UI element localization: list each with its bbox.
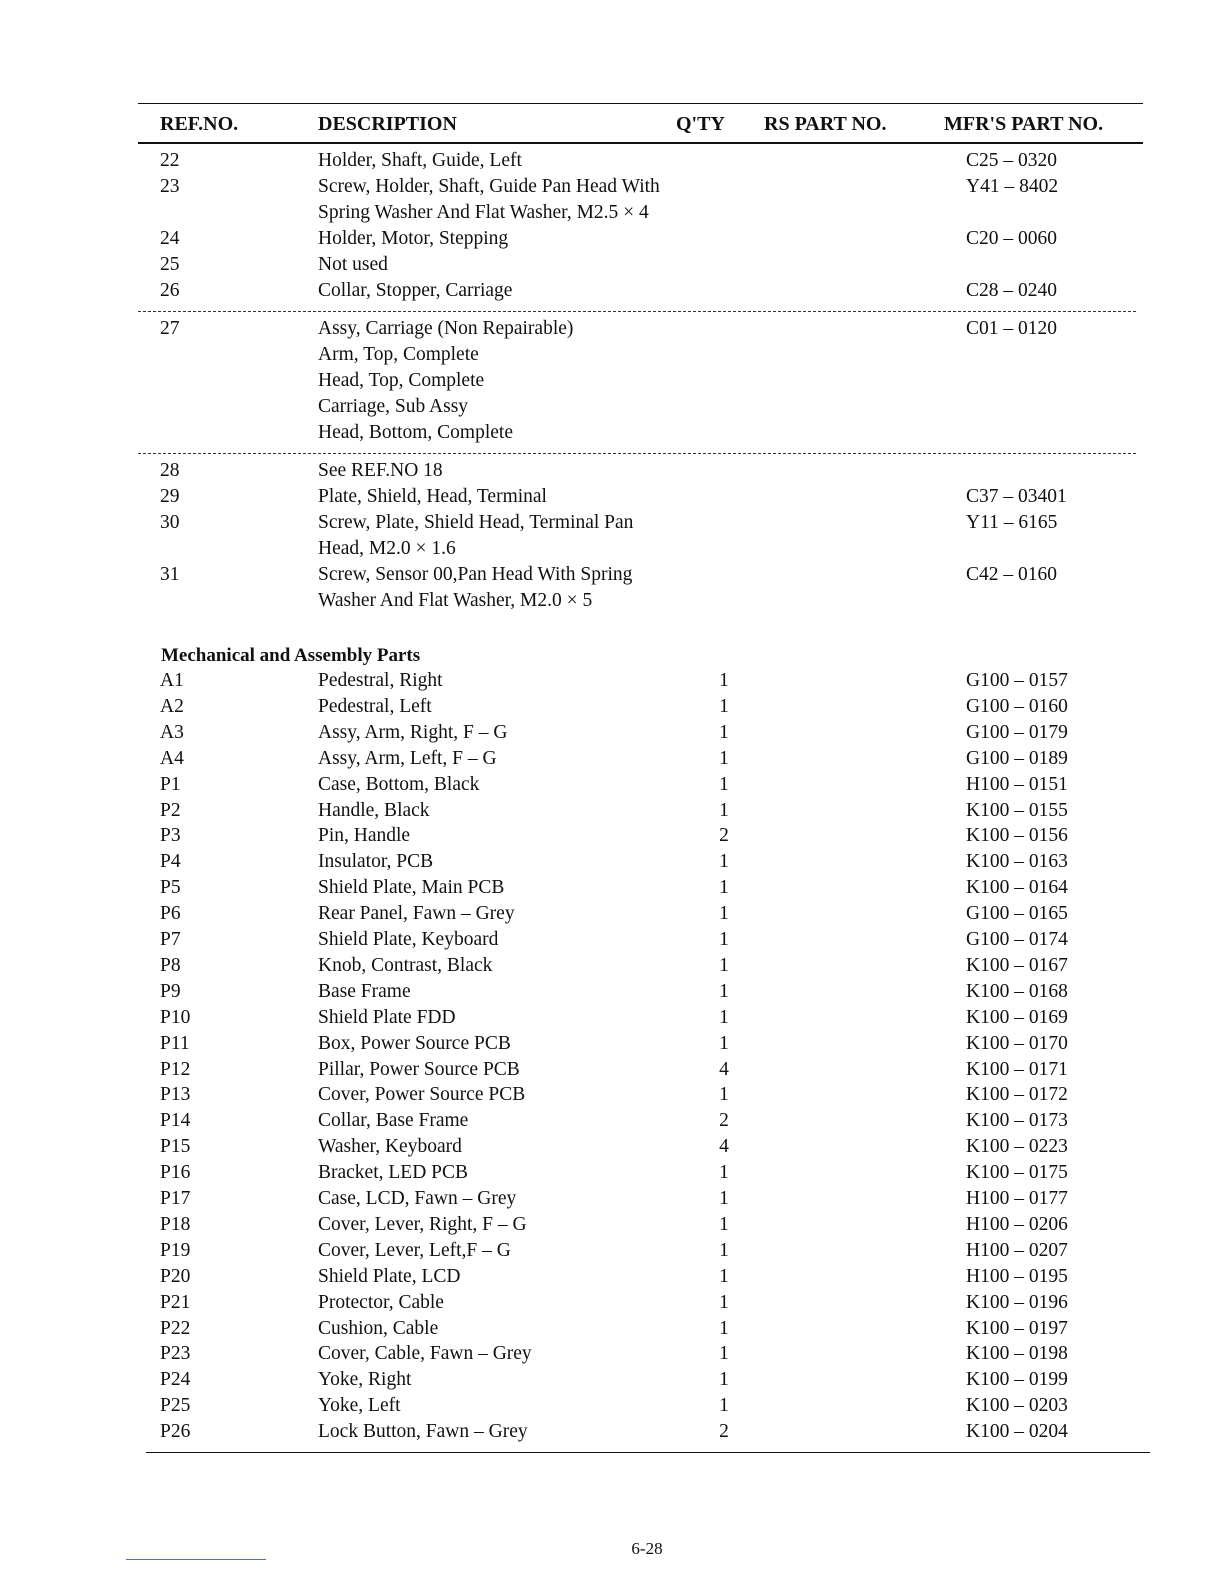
mfr-part-cell: K100 – 0163 [966,851,1068,872]
qty-cell: 1 [719,696,729,717]
mfr-part-cell: G100 – 0157 [966,670,1068,691]
table-row [0,1290,1224,1316]
qty-cell: 1 [719,1084,729,1105]
table-row [0,798,1224,824]
mfr-part-cell: K100 – 0203 [966,1395,1068,1416]
qty-cell: 1 [719,774,729,795]
table-row [0,901,1224,927]
ref-cell: 28 [160,460,180,481]
table-row [0,746,1224,772]
mfr-part-cell: C28 – 0240 [966,280,1058,301]
qty-cell: 2 [719,825,729,846]
ref-cell: P4 [160,851,181,872]
ref-cell: P7 [160,929,181,950]
description-cell: Screw, Holder, Shaft, Guide Pan Head With [318,176,660,197]
ref-cell: P14 [160,1110,191,1131]
ref-cell: A2 [160,696,184,717]
description-cell: Bracket, LED PCB [318,1162,469,1183]
table-row [0,316,1224,342]
description-cell: Cover, Lever, Right, F – G [318,1214,527,1235]
qty-cell: 1 [719,800,729,821]
table-row [0,720,1224,746]
mfr-part-cell: H100 – 0195 [966,1266,1068,1287]
description-cell: Knob, Contrast, Black [318,955,493,976]
qty-cell: 1 [719,748,729,769]
table-row [0,927,1224,953]
description-cell: Pedestral, Right [318,670,443,691]
table-row [0,1031,1224,1057]
description-cell: Insulator, PCB [318,851,434,872]
table-row [0,979,1224,1005]
description-cell: See REF.NO 18 [318,460,443,481]
mfr-part-cell: K100 – 0199 [966,1369,1068,1390]
description-cell: Not used [318,254,388,275]
mfr-part-cell: C20 – 0060 [966,228,1058,249]
ref-cell: 27 [160,318,180,339]
table-row [0,484,1224,510]
group-divider [138,453,1136,454]
table-row [0,1160,1224,1186]
ref-cell: P12 [160,1059,191,1080]
qty-cell: 1 [719,1266,729,1287]
table-row [0,588,1224,614]
mfr-part-cell: K100 – 0175 [966,1162,1068,1183]
description-cell: Assy, Arm, Left, F – G [318,748,497,769]
qty-cell: 1 [719,1214,729,1235]
qty-cell: 1 [719,1369,729,1390]
qty-cell: 1 [719,903,729,924]
ref-cell: P1 [160,774,181,795]
table-row [0,1264,1224,1290]
col-header-ref-no: REF.NO. [160,113,239,135]
description-cell: Cover, Lever, Left,F – G [318,1240,511,1261]
mfr-part-cell: G100 – 0160 [966,696,1068,717]
col-header-qty: Q'TY [676,113,725,135]
qty-cell: 2 [719,1421,729,1442]
mfr-part-cell: K100 – 0171 [966,1059,1068,1080]
description-cell: Head, Top, Complete [318,370,485,391]
footer-link-rule [126,1559,266,1560]
mfr-part-cell: H100 – 0177 [966,1188,1068,1209]
ref-cell: P18 [160,1214,191,1235]
table-bottom-rule [146,1452,1150,1453]
table-row [0,510,1224,536]
mfr-part-cell: K100 – 0168 [966,981,1068,1002]
mfr-part-cell: C37 – 03401 [966,486,1067,507]
table-row [0,342,1224,368]
header-rule-top [138,103,1143,104]
qty-cell: 1 [719,1007,729,1028]
description-cell: Plate, Shield, Head, Terminal [318,486,547,507]
description-cell: Assy, Carriage (Non Repairable) [318,318,574,339]
ref-cell: 30 [160,512,180,533]
mfr-part-cell: G100 – 0174 [966,929,1068,950]
table-row [0,226,1224,252]
qty-cell: 1 [719,722,729,743]
ref-cell: 26 [160,280,180,301]
table-row [0,174,1224,200]
table-row [0,1108,1224,1134]
mfr-part-cell: K100 – 0204 [966,1421,1068,1442]
ref-cell: P2 [160,800,181,821]
mfr-part-cell: K100 – 0173 [966,1110,1068,1131]
ref-cell: P25 [160,1395,191,1416]
table-row [0,849,1224,875]
ref-cell: P9 [160,981,181,1002]
qty-cell: 1 [719,670,729,691]
description-cell: Spring Washer And Flat Washer, M2.5 × 4 [318,202,649,223]
table-row [0,823,1224,849]
description-cell: Pillar, Power Source PCB [318,1059,520,1080]
mfr-part-cell: C25 – 0320 [966,150,1058,171]
ref-cell: P8 [160,955,181,976]
table-row [0,368,1224,394]
ref-cell: A4 [160,748,184,769]
table-row [0,1186,1224,1212]
ref-cell: P11 [160,1033,190,1054]
qty-cell: 1 [719,1292,729,1313]
ref-cell: P21 [160,1292,191,1313]
table-row [0,420,1224,446]
mfr-part-cell: H100 – 0206 [966,1214,1068,1235]
description-cell: Head, M2.0 × 1.6 [318,538,456,559]
description-cell: Shield Plate, Main PCB [318,877,505,898]
description-cell: Lock Button, Fawn – Grey [318,1421,528,1442]
description-cell: Shield Plate, Keyboard [318,929,499,950]
table-row [0,694,1224,720]
mfr-part-cell: K100 – 0169 [966,1007,1068,1028]
table-row [0,278,1224,304]
mfr-part-cell: G100 – 0189 [966,748,1068,769]
qty-cell: 1 [719,851,729,872]
mfr-part-cell: K100 – 0155 [966,800,1068,821]
mfr-part-cell: K100 – 0172 [966,1084,1068,1105]
description-cell: Holder, Shaft, Guide, Left [318,150,522,171]
description-cell: Arm, Top, Complete [318,344,479,365]
mfr-part-cell: C01 – 0120 [966,318,1058,339]
description-cell: Protector, Cable [318,1292,444,1313]
description-cell: Shield Plate FDD [318,1007,456,1028]
group-divider [138,311,1136,312]
description-cell: Collar, Stopper, Carriage [318,280,513,301]
ref-cell: P10 [160,1007,191,1028]
ref-cell: P5 [160,877,181,898]
ref-cell: 29 [160,486,180,507]
description-cell: Handle, Black [318,800,430,821]
qty-cell: 1 [719,1162,729,1183]
ref-cell: 25 [160,254,180,275]
qty-cell: 1 [719,1395,729,1416]
qty-cell: 1 [719,955,729,976]
qty-cell: 1 [719,929,729,950]
description-cell: Base Frame [318,981,411,1002]
description-cell: Assy, Arm, Right, F – G [318,722,508,743]
description-cell: Box, Power Source PCB [318,1033,511,1054]
qty-cell: 4 [719,1136,729,1157]
description-cell: Rear Panel, Fawn – Grey [318,903,515,924]
table-row [0,1316,1224,1342]
description-cell: Washer, Keyboard [318,1136,462,1157]
mfr-part-cell: Y11 – 6165 [966,512,1058,533]
description-cell: Cushion, Cable [318,1318,439,1339]
table-row [0,1367,1224,1393]
description-cell: Shield Plate, LCD [318,1266,461,1287]
header-rule-bottom [138,142,1143,144]
ref-cell: P6 [160,903,181,924]
ref-cell: P15 [160,1136,191,1157]
table-row [0,1393,1224,1419]
description-cell: Yoke, Left [318,1395,401,1416]
qty-cell: 2 [719,1110,729,1131]
description-cell: Pedestral, Left [318,696,432,717]
description-cell: Collar, Base Frame [318,1110,469,1131]
table-row [0,772,1224,798]
description-cell: Case, LCD, Fawn – Grey [318,1188,517,1209]
qty-cell: 1 [719,1240,729,1261]
ref-cell: P26 [160,1421,191,1442]
table-row [0,458,1224,484]
qty-cell: 1 [719,1033,729,1054]
table-row [0,1341,1224,1367]
mfr-part-cell: K100 – 0170 [966,1033,1068,1054]
mfr-part-cell: K100 – 0164 [966,877,1068,898]
table-row [0,536,1224,562]
page-number: 6-28 [631,1539,663,1558]
mfr-part-cell: K100 – 0156 [966,825,1068,846]
description-cell: Screw, Sensor 00,Pan Head With Spring [318,564,633,585]
description-cell: Screw, Plate, Shield Head, Terminal Pan [318,512,634,533]
mfr-part-cell: K100 – 0196 [966,1292,1068,1313]
ref-cell: P19 [160,1240,191,1261]
col-header-description: DESCRIPTION [318,113,457,135]
mfr-part-cell: C42 – 0160 [966,564,1058,585]
ref-cell: P16 [160,1162,191,1183]
mfr-part-cell: H100 – 0151 [966,774,1068,795]
qty-cell: 1 [719,877,729,898]
ref-cell: 24 [160,228,180,249]
mfr-part-cell: Y41 – 8402 [966,176,1059,197]
description-cell: Cover, Cable, Fawn – Grey [318,1343,532,1364]
table-row [0,1238,1224,1264]
description-cell: Holder, Motor, Stepping [318,228,509,249]
description-cell: Yoke, Right [318,1369,412,1390]
mfr-part-cell: H100 – 0207 [966,1240,1068,1261]
qty-cell: 1 [719,1343,729,1364]
ref-cell: P24 [160,1369,191,1390]
ref-cell: A3 [160,722,184,743]
table-row [0,200,1224,226]
description-cell: Pin, Handle [318,825,411,846]
description-cell: Head, Bottom, Complete [318,422,513,443]
ref-cell: P17 [160,1188,191,1209]
ref-cell: P20 [160,1266,191,1287]
qty-cell: 1 [719,1318,729,1339]
ref-cell: 23 [160,176,180,197]
table-row [0,394,1224,420]
description-cell: Cover, Power Source PCB [318,1084,526,1105]
ref-cell: A1 [160,670,184,691]
ref-cell: P13 [160,1084,191,1105]
table-row [0,1005,1224,1031]
ref-cell: P3 [160,825,181,846]
description-cell: Carriage, Sub Assy [318,396,469,417]
table-row [0,1082,1224,1108]
table-row [0,953,1224,979]
col-header-rs-part-no: RS PART NO. [764,113,887,135]
qty-cell: 1 [719,981,729,1002]
table-row [0,875,1224,901]
qty-cell: 4 [719,1059,729,1080]
ref-cell: 31 [160,564,180,585]
mfr-part-cell: K100 – 0223 [966,1136,1068,1157]
qty-cell: 1 [719,1188,729,1209]
section-title: Mechanical and Assembly Parts [161,645,421,666]
table-row [0,1419,1224,1445]
table-row [0,1134,1224,1160]
col-header-mfr-part-no: MFR'S PART NO. [944,113,1104,135]
table-row [0,668,1224,694]
description-cell: Case, Bottom, Black [318,774,480,795]
table-row [0,148,1224,174]
description-cell: Washer And Flat Washer, M2.0 × 5 [318,590,593,611]
mfr-part-cell: G100 – 0179 [966,722,1068,743]
ref-cell: P23 [160,1343,191,1364]
ref-cell: P22 [160,1318,191,1339]
table-row [0,562,1224,588]
mfr-part-cell: K100 – 0167 [966,955,1068,976]
mfr-part-cell: K100 – 0198 [966,1343,1068,1364]
mfr-part-cell: K100 – 0197 [966,1318,1068,1339]
table-row [0,1057,1224,1083]
table-row [0,252,1224,278]
table-row [0,1212,1224,1238]
ref-cell: 22 [160,150,180,171]
mfr-part-cell: G100 – 0165 [966,903,1068,924]
